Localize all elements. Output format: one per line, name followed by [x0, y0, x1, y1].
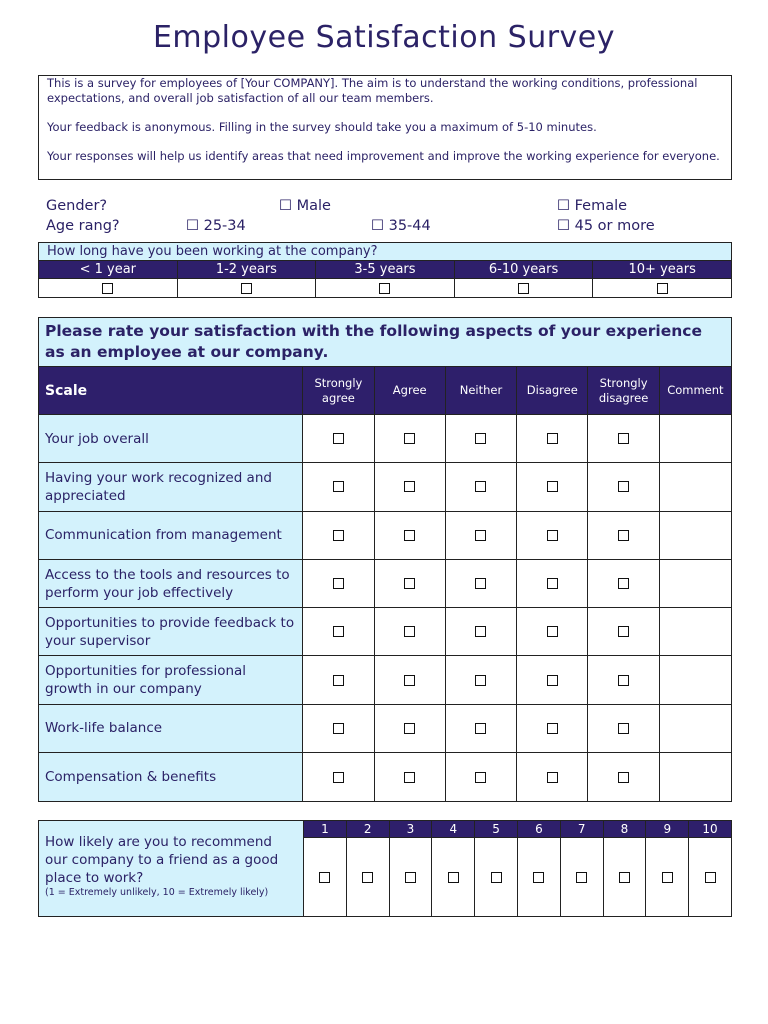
recommend-checkbox[interactable] [405, 872, 416, 883]
recommend-scale [304, 821, 731, 916]
recommend-cell [432, 838, 474, 916]
rating-row [39, 705, 731, 753]
recommend-scale-number: 5 [475, 821, 517, 838]
age-option-45-plus[interactable]: ☐ 45 or more [557, 218, 655, 234]
rating-item-label: Work-life balance [39, 705, 303, 752]
tenure-option-label: 10+ years [628, 262, 696, 277]
rating-cell [588, 608, 659, 655]
rating-item-label: Compensation & benefits [39, 753, 303, 801]
age-label: Age rang? [46, 218, 120, 234]
rating-checkbox[interactable] [333, 481, 344, 492]
tenure-option-label: 3-5 years [316, 261, 455, 278]
recommend-scale-number: 2 [347, 821, 389, 838]
tenure-table [38, 242, 732, 298]
rating-checkbox[interactable] [404, 433, 415, 444]
recommend-checkbox[interactable] [491, 872, 502, 883]
rating-cell [375, 705, 446, 752]
comment-cell[interactable] [660, 608, 731, 655]
column-header: Neither [446, 367, 517, 414]
rating-cell [588, 753, 659, 801]
recommend-cell [561, 838, 603, 916]
rating-cell [446, 512, 517, 559]
rating-cell [517, 705, 588, 752]
rating-cell [303, 656, 374, 703]
satisfaction-header-row [39, 367, 731, 415]
recommend-cell [689, 838, 731, 916]
recommend-question-text: How likely are you to recommend our company to a friend as a good place to work? [45, 834, 279, 886]
recommend-cell [518, 838, 560, 916]
rating-cell [375, 560, 446, 607]
intro-paragraph: Your feedback is anonymous. Filling in the survey should take you a maximum of 5-10 minutes. [47, 120, 597, 134]
recommend-scale-note: (1 = Extremely unlikely, 10 = Extremely likely) [45, 887, 269, 898]
tenure-checkbox[interactable] [657, 283, 668, 294]
tenure-question: How long have you been working at the company? [39, 243, 731, 261]
rating-cell [517, 512, 588, 559]
rating-checkbox[interactable] [618, 723, 629, 734]
rating-row [39, 560, 731, 608]
rating-checkbox[interactable] [404, 723, 415, 734]
comment-cell[interactable] [660, 656, 731, 703]
recommend-scale-column [390, 821, 433, 916]
comment-cell[interactable] [660, 415, 731, 462]
recommend-scale-column [518, 821, 561, 916]
recommend-scale-column [347, 821, 390, 916]
rating-checkbox[interactable] [333, 626, 344, 637]
rating-checkbox[interactable] [618, 626, 629, 637]
satisfaction-table [38, 317, 732, 802]
intro-box [38, 75, 732, 180]
column-header: Strongly agree [303, 367, 374, 414]
rating-checkbox[interactable] [475, 481, 486, 492]
rating-cell [517, 608, 588, 655]
rating-checkbox[interactable] [404, 530, 415, 541]
rating-checkbox[interactable] [475, 723, 486, 734]
rating-checkbox[interactable] [618, 433, 629, 444]
rating-checkbox[interactable] [547, 626, 558, 637]
rating-item-label: Opportunities for professional growth in our company [39, 656, 303, 703]
rating-cell [517, 463, 588, 510]
rating-item-label: Opportunities to provide feedback to your supervisor [39, 608, 303, 655]
rating-cell [303, 512, 374, 559]
rating-cell [375, 463, 446, 510]
recommend-scale-column [561, 821, 604, 916]
rating-cell [588, 560, 659, 607]
rating-cell [446, 705, 517, 752]
rating-checkbox[interactable] [618, 772, 629, 783]
rating-checkbox[interactable] [618, 578, 629, 589]
rating-cell [446, 415, 517, 462]
age-option-25-34[interactable]: ☐ 25-34 [186, 218, 246, 234]
tenure-header-row [39, 261, 731, 279]
rating-cell [588, 512, 659, 559]
satisfaction-title: Please rate your satisfaction with the following aspects of your experience as an employee at our company. [39, 318, 731, 367]
rating-checkbox[interactable] [475, 772, 486, 783]
recommend-scale-number: 7 [561, 821, 603, 838]
recommend-scale-column [646, 821, 689, 916]
rating-cell [303, 560, 374, 607]
recommend-cell [304, 838, 346, 916]
tenure-checkbox[interactable] [518, 283, 529, 294]
comment-cell[interactable] [660, 463, 731, 510]
recommend-scale-column [475, 821, 518, 916]
rating-row [39, 415, 731, 463]
rating-row [39, 608, 731, 656]
recommend-checkbox[interactable] [362, 872, 373, 883]
rating-row [39, 463, 731, 511]
rating-item-label: Communication from management [39, 512, 303, 559]
rating-cell [446, 608, 517, 655]
rating-checkbox[interactable] [475, 626, 486, 637]
rating-checkbox[interactable] [404, 772, 415, 783]
recommend-scale-number: 9 [646, 821, 688, 838]
recommend-table [38, 820, 732, 917]
rating-checkbox[interactable] [404, 626, 415, 637]
recommend-cell [390, 838, 432, 916]
recommend-checkbox[interactable] [533, 872, 544, 883]
column-header: Agree [375, 367, 446, 414]
gender-option-male[interactable]: ☐ Male [279, 198, 331, 214]
recommend-checkbox[interactable] [576, 872, 587, 883]
rating-cell [303, 705, 374, 752]
recommend-scale-number: 8 [604, 821, 646, 838]
recommend-scale-number: 4 [432, 821, 474, 838]
rating-cell [517, 415, 588, 462]
recommend-scale-column [604, 821, 647, 916]
rating-cell [303, 415, 374, 462]
rating-cell [446, 463, 517, 510]
rating-checkbox[interactable] [404, 481, 415, 492]
recommend-scale-column [304, 821, 347, 916]
page-title: Employee Satisfaction Survey [152, 20, 616, 55]
rating-checkbox[interactable] [547, 772, 558, 783]
rating-checkbox[interactable] [547, 530, 558, 541]
rating-cell [517, 753, 588, 801]
comment-cell[interactable] [660, 512, 731, 559]
tenure-option-label: 6-10 years [455, 261, 594, 278]
column-header: Strongly disagree [588, 367, 659, 414]
rating-checkbox[interactable] [547, 723, 558, 734]
rating-cell [375, 512, 446, 559]
recommend-scale-column [432, 821, 475, 916]
age-option-35-44[interactable]: ☐ 35-44 [371, 218, 431, 234]
recommend-scale-number: 10 [689, 821, 731, 838]
tenure-checkbox-row [39, 279, 731, 297]
rating-item-label: Your job overall [39, 415, 303, 462]
rating-cell [588, 415, 659, 462]
rating-cell [588, 656, 659, 703]
column-header: Disagree [517, 367, 588, 414]
rating-cell [303, 753, 374, 801]
rating-item-label: Having your work recognized and appreciated [39, 463, 303, 510]
tenure-checkbox[interactable] [241, 283, 252, 294]
intro-paragraph: This is a survey for employees of [Your COMPANY]. The aim is to understand the working conditions, professional expectations, and overall job satisfaction of all our team members. [47, 76, 698, 105]
gender-label: Gender? [46, 198, 108, 214]
rating-row [39, 656, 731, 704]
recommend-scale-number: 1 [304, 821, 346, 838]
rating-checkbox[interactable] [333, 578, 344, 589]
rating-cell [588, 705, 659, 752]
rating-checkbox[interactable] [475, 530, 486, 541]
rating-checkbox[interactable] [618, 530, 629, 541]
recommend-question [39, 821, 304, 916]
tenure-checkbox[interactable] [379, 283, 390, 294]
scale-label: Scale [39, 367, 303, 414]
recommend-checkbox[interactable] [619, 872, 630, 883]
rating-cell [375, 656, 446, 703]
rating-cell [303, 608, 374, 655]
comment-cell[interactable] [660, 705, 731, 752]
rating-checkbox[interactable] [547, 433, 558, 444]
recommend-checkbox[interactable] [448, 872, 459, 883]
rating-checkbox[interactable] [475, 675, 486, 686]
recommend-checkbox[interactable] [705, 872, 716, 883]
rating-cell [375, 608, 446, 655]
comment-cell[interactable] [660, 560, 731, 607]
tenure-option-label: 1-2 years [178, 261, 317, 278]
rating-checkbox[interactable] [333, 675, 344, 686]
rating-checkbox[interactable] [333, 772, 344, 783]
rating-checkbox[interactable] [475, 433, 486, 444]
recommend-checkbox[interactable] [662, 872, 673, 883]
rating-row [39, 753, 731, 801]
rating-cell [375, 753, 446, 801]
recommend-scale-column [689, 821, 731, 916]
rating-cell [588, 463, 659, 510]
rating-cell [375, 415, 446, 462]
rating-cell [446, 753, 517, 801]
rating-row [39, 512, 731, 560]
rating-cell [517, 560, 588, 607]
rating-item-label: Access to the tools and resources to perform your job effectively [39, 560, 303, 607]
tenure-checkbox[interactable] [102, 283, 113, 294]
recommend-scale-number: 3 [390, 821, 432, 838]
recommend-cell [475, 838, 517, 916]
gender-option-female[interactable]: ☐ Female [557, 198, 628, 214]
rating-checkbox[interactable] [333, 433, 344, 444]
recommend-cell [646, 838, 688, 916]
rating-checkbox[interactable] [618, 481, 629, 492]
recommend-cell [604, 838, 646, 916]
rating-cell [446, 560, 517, 607]
rating-checkbox[interactable] [333, 530, 344, 541]
intro-paragraph: Your responses will help us identify areas that need improvement and improve the working experience for everyone. [47, 149, 720, 163]
comment-cell[interactable] [660, 753, 731, 801]
tenure-option-label: < 1 year [39, 261, 178, 278]
column-header: Comment [667, 383, 724, 397]
rating-checkbox[interactable] [618, 675, 629, 686]
rating-checkbox[interactable] [547, 675, 558, 686]
rating-cell [446, 656, 517, 703]
rating-cell [517, 656, 588, 703]
rating-cell [303, 463, 374, 510]
recommend-scale-number: 6 [518, 821, 560, 838]
rating-checkbox[interactable] [404, 675, 415, 686]
rating-checkbox[interactable] [547, 481, 558, 492]
rating-checkbox[interactable] [547, 578, 558, 589]
rating-checkbox[interactable] [475, 578, 486, 589]
recommend-cell [347, 838, 389, 916]
rating-checkbox[interactable] [404, 578, 415, 589]
recommend-checkbox[interactable] [319, 872, 330, 883]
rating-checkbox[interactable] [333, 723, 344, 734]
